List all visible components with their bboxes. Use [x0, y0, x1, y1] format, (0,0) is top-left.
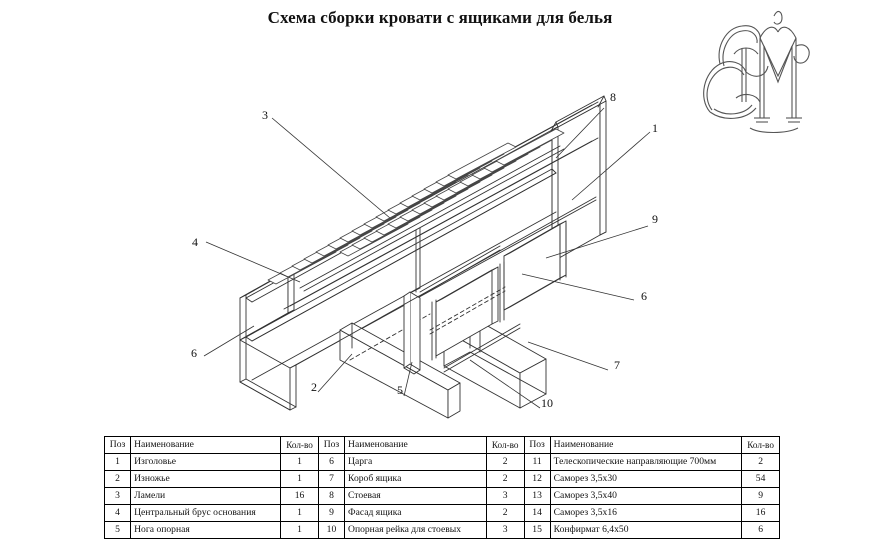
- cell-qty: 16: [281, 488, 319, 505]
- cell-pos: 14: [524, 505, 550, 522]
- cell-name: Короб ящика: [345, 471, 487, 488]
- callout-6-right: 6: [641, 289, 647, 303]
- cell-qty: 2: [486, 505, 524, 522]
- header-pos-1: Поз: [105, 437, 131, 454]
- cell-qty: 3: [486, 488, 524, 505]
- cell-qty: 1: [281, 454, 319, 471]
- cell-qty: 1: [281, 505, 319, 522]
- cell-pos: 5: [105, 522, 131, 539]
- header-name-1: Наименование: [131, 437, 281, 454]
- cell-pos: 1: [105, 454, 131, 471]
- cell-qty: 2: [486, 471, 524, 488]
- cell-pos: 9: [318, 505, 344, 522]
- callout-5: 5: [397, 383, 403, 397]
- callout-6-left: 6: [191, 346, 197, 360]
- table-row: [105, 522, 780, 539]
- cell-qty: 6: [742, 522, 780, 539]
- cell-qty: 9: [742, 488, 780, 505]
- cell-name: Саморез 3,5х16: [550, 505, 742, 522]
- cell-name: Нога опорная: [131, 522, 281, 539]
- table-row: [105, 505, 780, 522]
- cell-pos: 15: [524, 522, 550, 539]
- table-row: [105, 488, 780, 505]
- cell-pos: 3: [105, 488, 131, 505]
- cell-name: Конфирмат 6,4х50: [550, 522, 742, 539]
- cell-pos: 6: [318, 454, 344, 471]
- cell-name: Телескопические направляющие 700мм: [550, 454, 742, 471]
- cell-pos: 4: [105, 505, 131, 522]
- bed-assembly-drawing: [0, 30, 880, 430]
- header-qty-2: Кол-во: [486, 437, 524, 454]
- cell-pos: 12: [524, 471, 550, 488]
- callout-10: 10: [541, 396, 553, 410]
- header-qty-3: Кол-во: [742, 437, 780, 454]
- cell-name: Опорная рейка для стоевых: [345, 522, 487, 539]
- callout-8: 8: [610, 90, 616, 104]
- cell-pos: 13: [524, 488, 550, 505]
- cell-qty: 1: [281, 471, 319, 488]
- callout-7: 7: [614, 358, 620, 372]
- callout-1: 1: [652, 121, 658, 135]
- cell-pos: 10: [318, 522, 344, 539]
- header-pos-2: Поз: [318, 437, 344, 454]
- table-header-row: [105, 437, 780, 454]
- callout-2: 2: [311, 380, 317, 394]
- cell-name: Ламели: [131, 488, 281, 505]
- cell-name: Фасад ящика: [345, 505, 487, 522]
- cell-qty: 2: [486, 454, 524, 471]
- cell-pos: 8: [318, 488, 344, 505]
- cell-qty: 2: [742, 454, 780, 471]
- cell-qty: 1: [281, 522, 319, 539]
- cell-qty: 54: [742, 471, 780, 488]
- cell-name: Саморез 3,5х30: [550, 471, 742, 488]
- cell-pos: 7: [318, 471, 344, 488]
- cell-qty: 3: [486, 522, 524, 539]
- header-name-2: Наименование: [345, 437, 487, 454]
- cell-name: Царга: [345, 454, 487, 471]
- header-name-3: Наименование: [550, 437, 742, 454]
- cell-name: Изголовье: [131, 454, 281, 471]
- cell-pos: 2: [105, 471, 131, 488]
- header-pos-3: Поз: [524, 437, 550, 454]
- callout-3-top: 3: [262, 108, 268, 122]
- cell-name: Центральный брус основания: [131, 505, 281, 522]
- cell-pos: 11: [524, 454, 550, 471]
- page-title: Схема сборки кровати с ящиками для белья: [267, 8, 613, 27]
- table-row: [105, 454, 780, 471]
- cell-name: Изножье: [131, 471, 281, 488]
- cell-qty: 16: [742, 505, 780, 522]
- header-qty-1: Кол-во: [281, 437, 319, 454]
- table-row: [105, 471, 780, 488]
- cell-name: Саморез 3,5х40: [550, 488, 742, 505]
- parts-table: [104, 436, 780, 539]
- callout-4: 4: [192, 235, 198, 249]
- cell-name: Стоевая: [345, 488, 487, 505]
- callout-9: 9: [652, 212, 658, 226]
